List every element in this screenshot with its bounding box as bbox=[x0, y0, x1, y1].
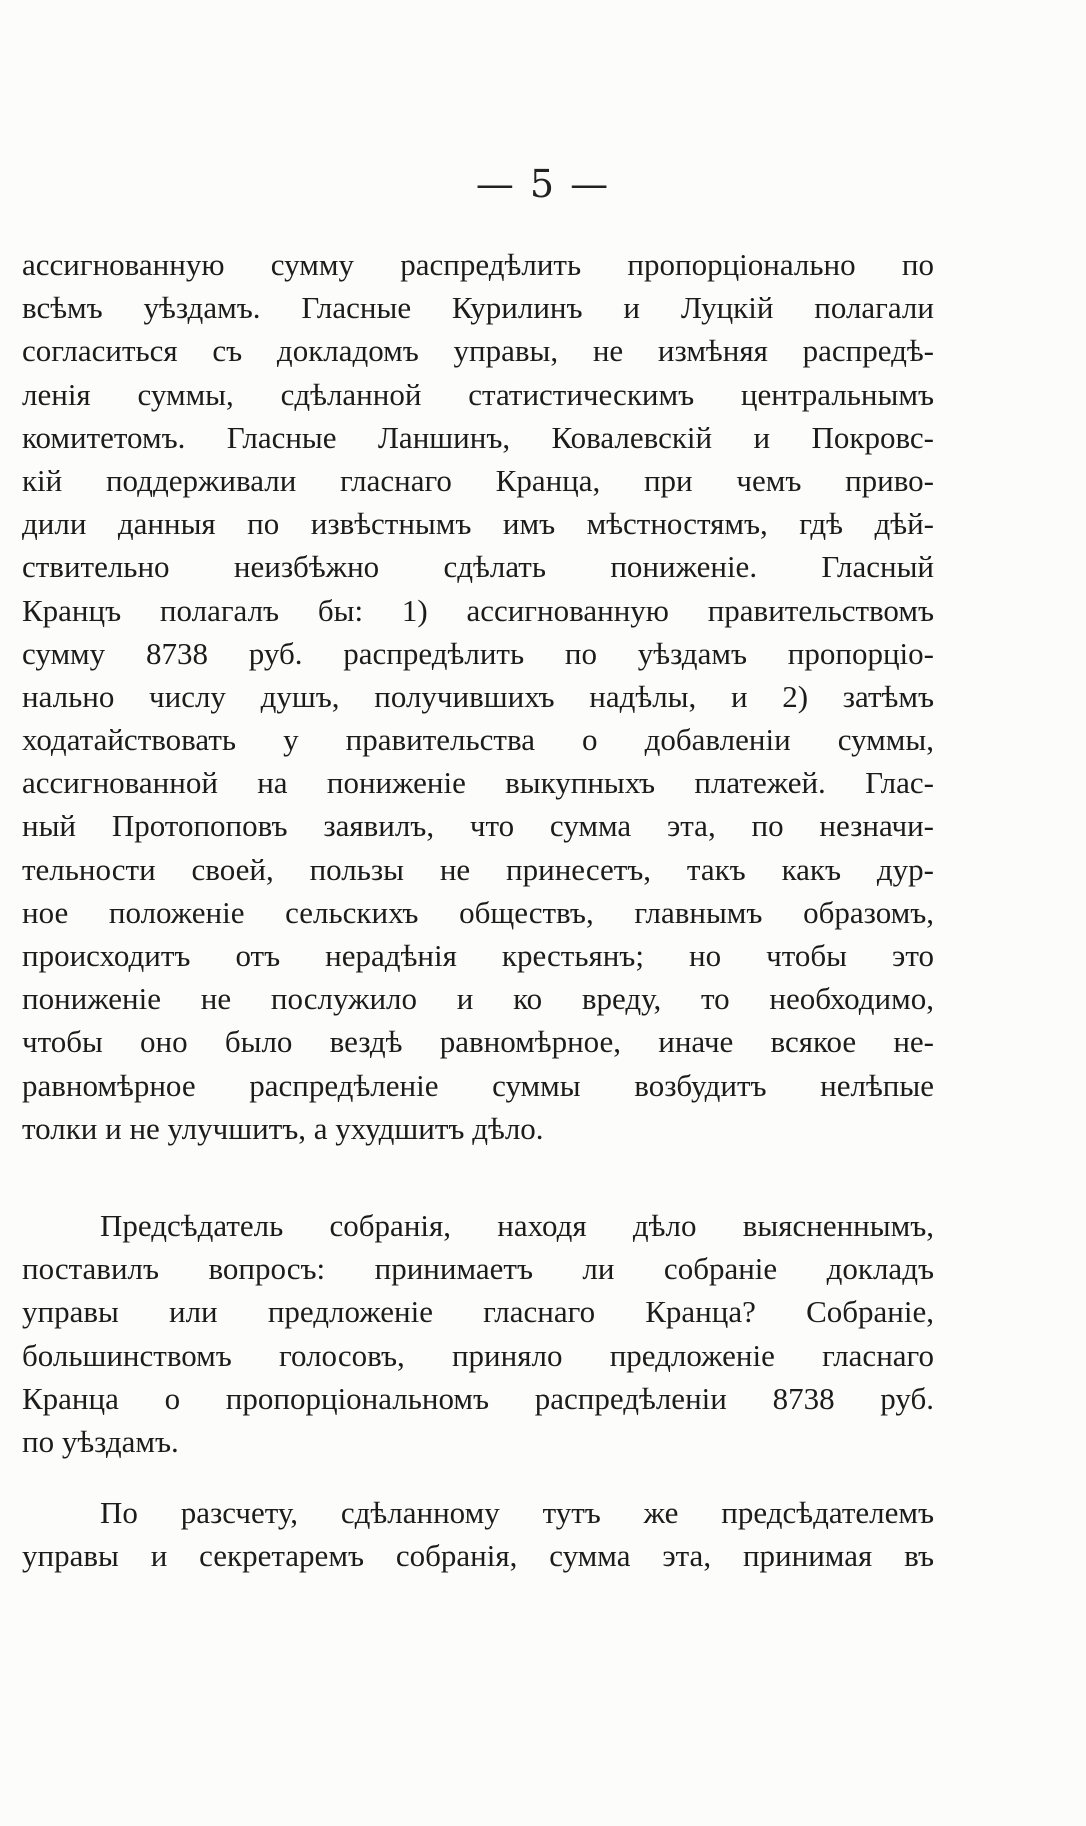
text-line: тельности своей, пользы не принесетъ, такъ какъ дур- bbox=[22, 851, 934, 887]
paragraph-2 bbox=[22, 1204, 934, 1463]
text-line: Кранца о пропорціональномъ распредѣленіи 8738 руб. bbox=[22, 1380, 934, 1416]
text-line: По разсчету, сдѣланному тутъ же предсѣдателемъ bbox=[100, 1495, 934, 1530]
text-line: ствительно неизбѣжно сдѣлать пониженіе. Гласный bbox=[22, 549, 934, 585]
text-line: чтобы оно было вездѣ равномѣрное, иначе всякое не- bbox=[22, 1024, 934, 1060]
text-line: управы или предложеніе гласнаго Кранца? Собраніе, bbox=[22, 1294, 934, 1330]
text-line: согласиться съ докладомъ управы, не измѣняя распредѣ- bbox=[22, 333, 934, 369]
text-line: по уѣздамъ. bbox=[22, 1423, 179, 1459]
paragraph-1 bbox=[22, 243, 934, 1150]
text-line: ассигнованной на пониженіе выкупныхъ платежей. Глас- bbox=[22, 765, 934, 801]
text-line: пониженіе не послужило и ко вреду, то необходимо, bbox=[22, 981, 934, 1017]
text-line: всѣмъ уѣздамъ. Гласные Курилинъ и Луцкій полагали bbox=[22, 290, 934, 326]
text-line: ное положеніе сельскихъ обществъ, главнымъ образомъ, bbox=[22, 894, 934, 930]
paragraph-3 bbox=[22, 1491, 934, 1577]
text-line: дили данныя по извѣстнымъ имъ мѣстностямъ, гдѣ дѣй- bbox=[22, 506, 934, 542]
text-line: ходатайствовать у правительства о добавленіи суммы, bbox=[22, 722, 934, 758]
text-line: происходитъ отъ нерадѣнія крестьянъ; но чтобы это bbox=[22, 938, 934, 973]
text-line: ленія суммы, сдѣланной статистическимъ центральнымъ bbox=[22, 376, 934, 412]
text-line: равномѣрное распредѣленіе суммы возбудитъ нелѣпые bbox=[22, 1067, 934, 1103]
text-line: нально числу душъ, получившихъ надѣлы, и 2) затѣмъ bbox=[22, 678, 934, 714]
text-line: управы и секретаремъ собранія, сумма эта, принимая въ bbox=[22, 1538, 934, 1574]
text-line: Кранцъ полагалъ бы: 1) ассигнованную правительствомъ bbox=[22, 592, 934, 628]
text-line: Предсѣдатель собранія, находя дѣло выясненнымъ, bbox=[100, 1208, 934, 1243]
text-line: толки и не улучшитъ, а ухудшитъ дѣло. bbox=[22, 1110, 544, 1146]
page-number: — 5 — bbox=[475, 162, 611, 206]
text-line: сумму 8738 руб. распредѣлить по уѣздамъ пропорціо- bbox=[22, 635, 934, 671]
text-line: большинствомъ голосовъ, приняло предложеніе гласнаго bbox=[22, 1337, 934, 1373]
text-line: ный Протопоповъ заявилъ, что сумма эта, по незначи- bbox=[22, 808, 934, 844]
text-line: ассигнованную сумму распредѣлить пропорціонально по bbox=[22, 247, 934, 282]
text-line: поставилъ вопросъ: принимаетъ ли собраніе докладъ bbox=[22, 1251, 934, 1287]
text-line: комитетомъ. Гласные Ланшинъ, Ковалевскій и Покровс- bbox=[22, 419, 934, 455]
text-line: кій поддерживали гласнаго Кранца, при чемъ приво- bbox=[22, 462, 934, 498]
